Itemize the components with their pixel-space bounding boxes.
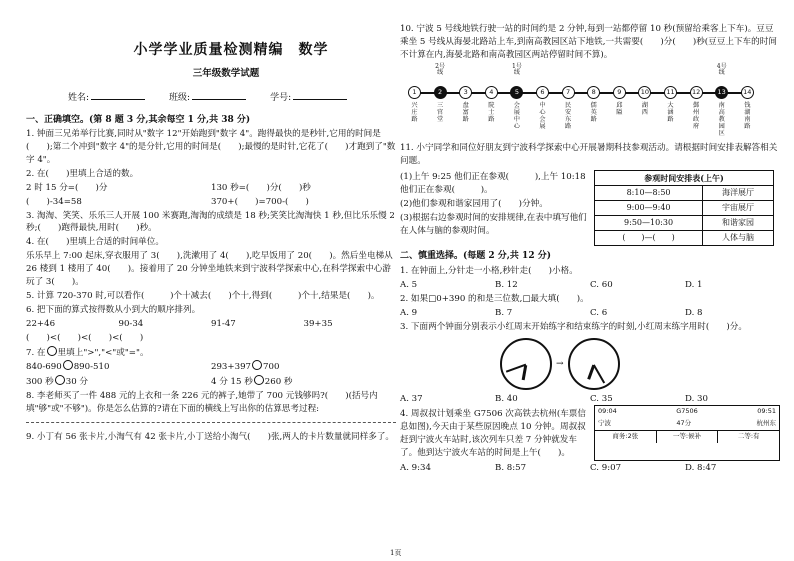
question-10: 10. 宁波 5 号线地铁行驶一站的时间约是 2 分钟,每到一站都停留 10 秒(预留给乘客上下车)。豆豆乘坐 5 号线从海晏北路站上车,到南高教园区站下地铁,一共需要( )分( )秒(豆豆上下车的时间不计算在内,海晏北路和南高教园区两站停留时间不算)。 xyxy=(400,24,777,60)
q11-item: (1)上午 9:25 他们正在参观( ),上午 10:18 他们正在参观( )。 xyxy=(400,172,586,196)
compare-circle[interactable] xyxy=(63,360,73,370)
q2-item: 2 时 15 分=( )分 xyxy=(26,182,108,193)
choice-4: 4. 周叔叔计划乘坐 G7506 次高铁去杭州(车票信息如图),今天由于某些原因晚点 10 分钟。周叔叔赶到宁波火车站时,该次列车只差 7 分钟就发车了。他到达宁波火车站的时间是上午( )。 xyxy=(400,409,586,458)
metro-line-label: 4号线 xyxy=(716,62,727,77)
question-11: 11. 小宁同学和同位好朋友到宁波科学探索中心开展暑期科技参观活动。请根据时间安排表解答相关问题。 xyxy=(400,142,778,166)
name-label: 姓名: xyxy=(68,93,90,104)
q6-item: 91-47 xyxy=(211,318,236,329)
metro-station: 1 xyxy=(408,86,421,99)
metro-station: 8 xyxy=(587,86,600,99)
table-row: ( )—( ) 人体与脑 xyxy=(595,231,774,246)
option[interactable]: C. 9:07 xyxy=(590,462,622,473)
option[interactable]: C. 6 xyxy=(590,307,608,318)
metro-station: 11 xyxy=(664,86,677,99)
metro-station-name: 湖西 xyxy=(641,101,648,116)
question-2-row xyxy=(26,182,396,195)
q6-item: 90-34 xyxy=(118,318,144,329)
option[interactable]: A. 9 xyxy=(400,307,418,318)
choice-3: 3. 下面两个钟面分别表示小红周末开始练字和结束练字的时刻,小红周末练字用时( )分。 xyxy=(400,321,747,332)
left-column xyxy=(26,40,396,445)
clock-end-icon xyxy=(568,338,620,390)
question-2: 2. 在( )里填上合适的数。 xyxy=(26,168,139,179)
page-title: 小学学业质量检测精编 数学 xyxy=(133,42,329,58)
metro-station-name: 南高教园区 xyxy=(718,101,725,137)
table-header: 参观时间安排表(上午) xyxy=(595,171,774,186)
metro-station: 5 xyxy=(510,86,523,99)
arrow-icon: → xyxy=(556,358,564,369)
option[interactable]: D. 1 xyxy=(685,279,703,290)
question-8: 8. 李老师买了一件 488 元的上衣和一条 226 元的裤子,她带了 700 元钱够吗?( )(括号内填"够"或"不够")。你是怎么估算的?请在下面的横线上写出你的估算思考过程: xyxy=(26,391,378,415)
id-field[interactable] xyxy=(293,91,347,100)
metro-station-name: 儒英路 xyxy=(590,101,597,123)
question-3: 3. 淘淘、笑笑、乐乐三人开展 100 米赛跑,淘淘的成绩是 18 秒;笑笑比淘淘快 1 秒,但比乐乐慢 2 秒;( )跑得最快,用时( )秒。 xyxy=(26,210,395,234)
metro-station-name: 会展中心 xyxy=(513,101,520,130)
question-6: 6. 把下面的算式按得数从小到大的顺序排列。 xyxy=(26,304,201,315)
metro-map xyxy=(404,62,764,138)
table-row: 9:00—9:40 宇宙展厅 xyxy=(595,201,774,216)
option[interactable]: B. 12 xyxy=(495,279,518,290)
student-info xyxy=(68,91,396,106)
question-6-blanks: ( )<( )<( )<( ) xyxy=(26,332,144,343)
id-label: 学号: xyxy=(270,93,292,104)
metro-station: 6 xyxy=(536,86,549,99)
option[interactable]: B. 40 xyxy=(495,394,518,405)
option[interactable]: B. 8:57 xyxy=(495,462,527,473)
q11-item: (3)根据右边参观时间的安排规律,在表中填写他们在人体与脑的参观时间。 xyxy=(400,213,587,237)
right-column xyxy=(400,22,780,476)
metro-line-label: 1号线 xyxy=(511,62,522,77)
metro-station: 2 xyxy=(434,86,447,99)
metro-station-name: 大涵路 xyxy=(667,101,674,123)
metro-station-name: 中心会展 xyxy=(539,101,546,130)
q2-item: ( )-34=58 xyxy=(26,196,82,207)
choice-2: 2. 如果□0+390 的和是三位数,□最大填( )。 xyxy=(400,293,589,304)
question-6-items xyxy=(26,318,396,331)
question-4: 4. 在( )里填上合适的时间单位。 xyxy=(26,237,164,248)
metro-station: 4 xyxy=(485,86,498,99)
answer-line[interactable] xyxy=(26,422,396,423)
option[interactable]: B. 7 xyxy=(495,307,513,318)
page-subtitle: 三年级数学试题 xyxy=(192,68,260,79)
question-11-items xyxy=(400,170,588,246)
metro-station-name: 三官堂 xyxy=(437,101,444,123)
compare-circle[interactable] xyxy=(47,346,57,356)
option[interactable]: D. 30 xyxy=(685,394,708,405)
question-1: 1. 钟面三兄弟举行比赛,同时从"数字 12"开始跑到"数字 4"。跑得最快的是秒针,它用的时间是( );第二个冲到"数字 4"的是分针,它用的时间是( );最慢的是时针,它花了( )才跑到了"数字 4"。 xyxy=(26,129,396,166)
choice-2-options xyxy=(400,307,780,320)
metro-station: 3 xyxy=(459,86,472,99)
option[interactable]: D. 8 xyxy=(685,307,703,318)
metro-line-label: 2号线 xyxy=(435,62,445,77)
question-4-text: 乐乐早上 7:00 起床,穿衣服用了 3( ),洗漱用了 4( ),吃早饭用了 20( )。然后坐电梯从 26 楼到 1 楼用了 40( )。接着用了 20 分钟坐地铁来到宁波科学探索中心,在科学探索中心游玩了 3( )。 xyxy=(26,251,393,288)
choice-1-options xyxy=(400,279,780,292)
question-7-row: 840-690 890-510 293+397 700 xyxy=(26,362,280,373)
metro-station: 12 xyxy=(690,86,703,99)
class-label: 班级: xyxy=(169,93,191,104)
q6-item: 22+46 xyxy=(26,318,56,329)
metro-station-name: 兴庄路 xyxy=(411,101,418,123)
metro-station: 10 xyxy=(638,86,651,99)
question-9: 9. 小丁有 56 张卡片,小淘气有 42 张卡片,小丁送给小淘气( )张,两人的卡片数量就同样多了。 xyxy=(26,431,395,442)
metro-station-name: 盘富路 xyxy=(462,101,469,123)
compare-circle[interactable] xyxy=(55,375,65,385)
metro-station: 9 xyxy=(613,86,626,99)
metro-station-name: 钱湖南路 xyxy=(744,101,751,130)
metro-station-name: 民安东路 xyxy=(565,101,572,130)
metro-station: 7 xyxy=(562,86,575,99)
choice-1: 1. 在钟面上,分针走一小格,秒针走( )小格。 xyxy=(400,265,578,276)
choice-4-body xyxy=(400,407,780,461)
option[interactable]: A. 5 xyxy=(400,279,418,290)
compare-circle[interactable] xyxy=(254,375,264,385)
choice-4-options xyxy=(400,462,780,475)
metro-station-name: 院士路 xyxy=(488,101,495,123)
question-2-row xyxy=(26,196,396,209)
question-5: 5. 计算 720-370 时,可以看作( )个十减去( )个十,得到( )个十,结果是( )。 xyxy=(26,290,380,301)
metro-station-name: 鄞州政府 xyxy=(693,101,700,130)
clock-start-icon xyxy=(500,338,552,390)
train-ticket: 09:04 G7506 09:51 宁波 47分 杭州东 商务:2张 一等:候补 二等:有 xyxy=(594,405,780,461)
option[interactable]: A. 9:34 xyxy=(400,462,431,473)
schedule-table xyxy=(594,170,774,246)
compare-circle[interactable] xyxy=(252,360,262,370)
option[interactable]: C. 35 xyxy=(590,394,613,405)
section-heading: 一、正确填空。(第 8 题 3 分,其余每空 1 分,共 38 分) xyxy=(26,114,251,125)
page-number: 1页 xyxy=(390,549,402,557)
q11-item: (2)他们参观和谐家园用了( )分钟。 xyxy=(400,199,548,210)
table-row: 8:10—8:50 海洋展厅 xyxy=(595,186,774,201)
question-7: 7. 在 里填上">","<"或"="。 xyxy=(26,347,149,358)
section-heading-2: 二、慎重选择。(每题 2 分,共 12 分) xyxy=(400,251,551,262)
option[interactable]: D. 8:47 xyxy=(685,462,717,473)
name-field[interactable] xyxy=(91,91,145,100)
question-11-body xyxy=(400,170,780,246)
metro-station: 13 xyxy=(715,86,728,99)
option[interactable]: C. 60 xyxy=(590,279,613,290)
class-field[interactable] xyxy=(192,91,246,100)
table-row: 9:50—10:30 和谐家园 xyxy=(595,216,774,231)
q2-item: 370+( )=700-( ) xyxy=(211,196,309,207)
metro-station-name: 邱隘 xyxy=(616,101,623,116)
q2-item: 130 秒=( )分( )秒 xyxy=(211,182,311,193)
option[interactable]: A. 37 xyxy=(400,394,423,405)
question-7-row: 300 秒 30 分 4 分 15 秒 260 秒 xyxy=(26,377,293,388)
q6-item: 39+35 xyxy=(303,318,333,329)
clock-row xyxy=(500,336,780,392)
metro-station: 14 xyxy=(741,86,754,99)
